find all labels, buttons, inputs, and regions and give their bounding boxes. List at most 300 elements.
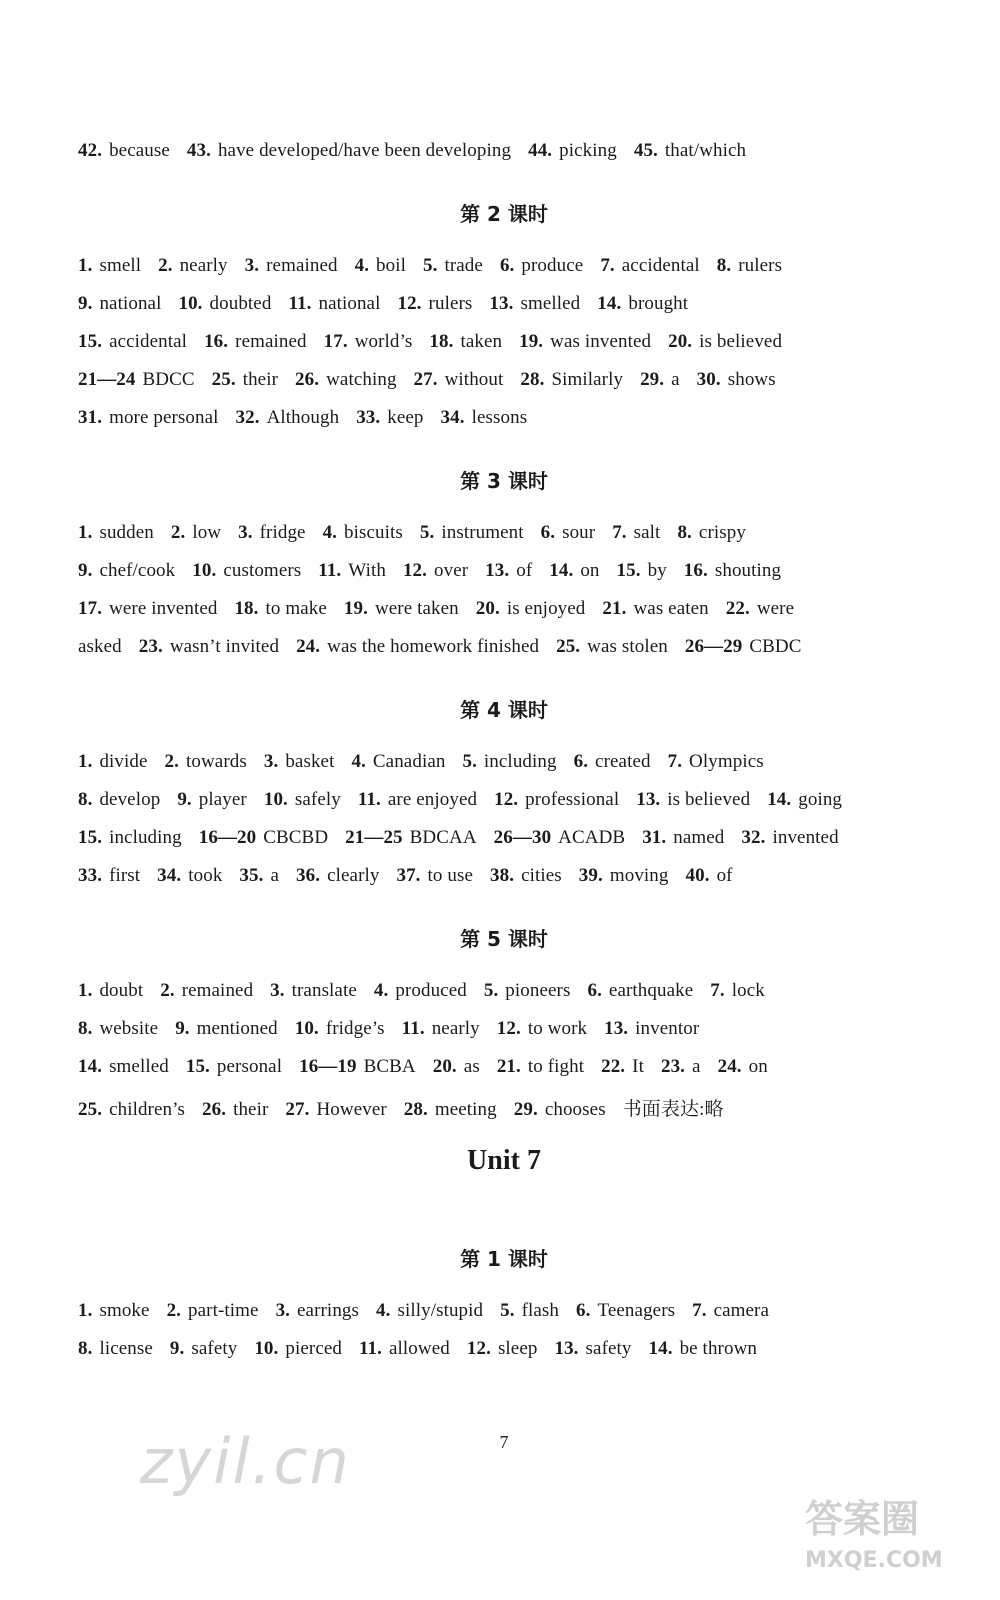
answer-text: their [233,1099,269,1120]
question-number: 4. [322,522,338,543]
mxqe-url-watermark: MXQE.COM [805,1548,943,1573]
answer-item [276,1300,359,1321]
answer-text: over [434,560,469,581]
answer-text: earrings [297,1300,360,1321]
question-number: 10. [178,293,203,314]
answer-text: meeting [434,1099,497,1120]
answer-text: It [632,1056,644,1077]
answer-text: was eaten [633,598,709,619]
answer-text: doubt [99,980,144,1001]
answer-item [254,1338,342,1359]
answer-item [574,751,651,772]
lesson-heading: 第 2 课时 [460,202,548,226]
answer-text: CBCBD [263,827,329,848]
answer-text: wasn’t invited [169,636,280,657]
answer-text: customers [223,560,302,581]
answer-text: low [192,522,222,543]
answer-item [476,598,586,619]
question-number: 33. [78,865,103,886]
answer-line [78,369,776,391]
answer-item [528,140,617,161]
question-number: 13. [636,789,661,810]
answer-text: keep [387,407,424,428]
answer-item [78,1018,158,1039]
answer-text: by [647,560,667,581]
answer-text: were invented [109,598,218,619]
answer-item [420,522,524,543]
answer-text: BDCAA [409,827,477,848]
answer-item [402,1018,480,1039]
answer-text: invented [772,827,839,848]
answer-item [710,980,765,1001]
answer-text: part-time [188,1300,259,1321]
answer-item [612,522,660,543]
question-number: 9. [169,1338,185,1359]
answer-item [500,1300,559,1321]
question-number: 39. [578,865,603,886]
answer-item [175,1018,278,1039]
question-number: 2. [160,980,175,1001]
answer-item [178,293,271,314]
answer-line [78,1300,769,1322]
answer-item [199,827,328,848]
answer-text: remained [181,980,254,1001]
answer-item [376,1300,483,1321]
answer-item [403,560,468,581]
answer-item [668,751,764,772]
question-number: 10. [192,560,217,581]
question-number: 10. [294,1018,319,1039]
answer-item [597,293,688,314]
answer-item [318,560,386,581]
answer-text: without [444,369,504,390]
answer-item [295,369,397,390]
question-number: 29. [513,1099,538,1120]
question-number: 11. [357,789,381,810]
answer-text: were taken [374,598,459,619]
answer-item [170,1338,237,1359]
question-number: 45. [633,140,658,161]
answer-text: With [348,560,386,581]
answer-item [433,1056,480,1077]
answer-text: Similarly [551,369,624,390]
zyil-watermark: zyil.cn [140,1425,351,1498]
answer-item [500,255,583,276]
answer-item [497,1018,587,1039]
answer-item [494,789,619,810]
answer-text: took [188,865,223,886]
answer-item [484,980,571,1001]
answer-line [78,140,746,162]
answer-text: cities [521,865,562,886]
answer-item [441,407,528,428]
answer-item [78,1338,153,1359]
question-number: 8. [78,1018,93,1039]
question-number: 2. [166,1300,182,1321]
question-number: 14. [648,1338,673,1359]
answer-item [601,1056,644,1077]
question-number: 8. [716,255,732,276]
question-number: 3. [263,751,279,772]
answer-item [726,598,794,619]
question-number: 20. [668,331,693,352]
answer-text: towards [186,751,247,772]
answer-text: national [99,293,162,314]
answer-text: clearly [327,865,380,886]
answer-item [78,789,160,810]
answer-text: national [318,293,381,314]
question-number: 15. [616,560,641,581]
answer-item [494,827,626,848]
question-number: 3. [275,1300,291,1321]
answer-text: of [716,865,733,886]
question-number: 6. [573,751,589,772]
answer-item [685,636,802,657]
answer-text: player [198,789,247,810]
answer-item [296,865,379,886]
answer-item [78,636,122,657]
answer-text: fridge [259,522,306,543]
answer-item [186,1056,282,1077]
answer-text: safety [585,1338,632,1359]
question-number: 38. [490,865,515,886]
answer-text: chef/cook [99,560,176,581]
question-number: 14. [767,789,792,810]
answer-text: because [109,140,170,161]
question-number: 1. [78,1300,93,1321]
answer-text: going [798,789,843,810]
question-number: 10. [263,789,288,810]
answer-text: inventor [635,1018,700,1039]
question-number: 6. [499,255,515,276]
answer-item [640,369,680,390]
answer-item [636,789,750,810]
answer-text: BCBA [363,1056,416,1077]
answer-item [767,789,842,810]
unit-title: Unit 7 [467,1145,541,1176]
question-number: 10. [254,1338,279,1359]
question-number: 26—30 [493,827,552,848]
answer-text: Teenagers [597,1300,676,1321]
answer-text: to work [527,1018,588,1039]
question-number: 13. [489,293,514,314]
question-number: 15. [78,331,103,352]
lesson-heading: 第 4 课时 [460,698,548,722]
answer-item [649,1338,757,1359]
question-number: 43. [186,140,211,161]
question-number: 6. [576,1300,591,1321]
answer-item [202,1099,268,1120]
lesson-heading: 第 3 课时 [460,469,548,493]
answer-item [617,560,667,581]
answer-text: first [109,865,141,886]
answer-text: to use [427,865,474,886]
question-number: 5. [483,980,499,1001]
question-number: 37. [396,865,421,886]
answer-text: including [109,827,182,848]
question-number: 40. [685,865,710,886]
question-number: 6. [587,980,602,1001]
question-number: 16—19 [299,1056,357,1077]
question-number: 4. [351,751,366,772]
answer-text: Olympics [689,751,764,772]
question-number: 5. [462,751,477,772]
question-number: 29. [640,369,665,390]
question-number: 12. [397,293,422,314]
answer-text: asked [78,636,122,657]
answer-item [718,1056,768,1077]
answer-item [697,369,776,390]
answer-item [345,827,477,848]
answer-text: shows [727,369,776,390]
answer-item [497,1056,584,1077]
question-number: 8. [78,1338,93,1359]
question-number: 4. [354,255,370,276]
answer-text: ACADB [558,827,626,848]
answer-text: remained [266,255,338,276]
answer-item [324,331,413,352]
question-number: 32. [741,827,766,848]
answer-line [78,1338,757,1360]
question-number: 24. [296,636,321,657]
question-number: 1. [78,751,93,772]
answer-text: personal [216,1056,283,1077]
answer-item [187,140,511,161]
answer-item [489,293,580,314]
question-number: 17. [323,331,348,352]
answer-item [78,598,217,619]
answer-line [78,827,839,849]
question-number: 18. [429,331,454,352]
answer-item [78,980,143,1001]
answer-text: nearly [179,255,228,276]
question-number: 19. [343,598,368,619]
question-number: 27. [413,369,438,390]
answer-text: instrument [441,522,524,543]
answer-item [288,293,380,314]
question-number: 11. [359,1338,383,1359]
question-number: 4. [376,1300,391,1321]
answer-text: created [595,751,651,772]
answer-item [541,522,596,543]
answer-text: rulers [428,293,473,314]
question-number: 7. [667,751,683,772]
answer-text: smelled [109,1056,169,1077]
question-number: 1. [78,522,93,543]
answer-text: boil [376,255,407,276]
question-number: 44. [528,140,553,161]
answer-text: were [756,598,795,619]
answer-text: to fight [527,1056,585,1077]
answer-item [78,331,187,352]
answer-text: on [748,1056,768,1077]
answer-item [602,598,708,619]
answer-item [78,827,182,848]
answer-text: children’s [109,1099,185,1120]
answer-text: was stolen [587,636,668,657]
answer-item [355,255,406,276]
question-number: 3. [244,255,260,276]
question-number: 27. [285,1099,310,1120]
answer-text: as [463,1056,480,1077]
answer-text: chooses [544,1099,606,1120]
answer-text: flash [521,1300,560,1321]
answer-line [78,1018,699,1040]
question-number: 9. [175,1018,190,1039]
question-number: 16. [204,331,229,352]
answer-item [519,331,651,352]
answer-text: rulers [738,255,783,276]
answer-text: biscuits [344,522,403,543]
answer-text: to make [265,598,327,619]
answer-item [78,1099,185,1120]
answer-item [245,255,338,276]
answer-text: a [270,865,280,886]
answer-item [404,1099,497,1120]
question-number: 1. [78,255,93,276]
question-number: 28. [403,1099,428,1120]
answer-text: including [483,751,557,772]
answer-item [490,865,562,886]
question-number: 12. [402,560,427,581]
answer-item [358,789,477,810]
question-number: 24. [717,1056,742,1077]
answer-text: shouting [714,560,782,581]
answer-item [344,598,459,619]
answer-text: smoke [99,1300,150,1321]
page-number: 7 [499,1432,509,1452]
question-number: 15. [78,827,103,848]
answer-text: world’s [354,331,413,352]
question-number: 23. [138,636,163,657]
answer-item [351,751,445,772]
question-number: 5. [500,1300,515,1321]
question-number: 21. [602,598,627,619]
question-number: 11. [318,560,342,581]
answer-item [741,827,838,848]
question-number: 5. [423,255,438,276]
answer-item [236,407,340,428]
question-number: 32. [235,407,260,428]
question-number: 15. [185,1056,210,1077]
answer-item [78,293,161,314]
answer-item [359,1338,450,1359]
question-number: 13. [485,560,510,581]
answer-item [661,1056,701,1077]
answer-text: Canadian [372,751,446,772]
question-number: 7. [600,255,615,276]
answer-item [556,636,668,657]
question-number: 31. [642,827,667,848]
question-number: 8. [677,522,692,543]
answer-text: doubted [209,293,272,314]
answer-text: crispy [698,522,746,543]
answer-text: professional [525,789,620,810]
answer-text: However [316,1099,387,1120]
answer-item [485,560,532,581]
answer-item [78,865,140,886]
lesson-heading: 第 5 课时 [460,927,548,951]
answer-item [717,255,782,276]
answer-text: smelled [520,293,581,314]
answer-text: was the homework finished [327,636,540,657]
answer-item [677,522,746,543]
answer-item [668,331,782,352]
question-number: 16—20 [198,827,257,848]
answer-item [204,331,307,352]
answer-item [396,865,473,886]
answer-text: fridge’s [325,1018,385,1039]
answer-item [78,407,219,428]
answer-text: more personal [109,407,219,428]
answer-item [78,560,175,581]
question-number: 9. [78,560,93,581]
question-number: 2. [164,751,179,772]
question-number: 36. [296,865,321,886]
answer-text: 书面表达:略 [622,1099,724,1120]
answer-text: accidental [109,331,188,352]
answer-item [177,789,247,810]
answer-item [270,980,357,1001]
answer-text: website [99,1018,159,1039]
answer-text: trade [444,255,483,276]
question-number: 21. [496,1056,521,1077]
question-number: 25. [211,369,236,390]
question-number: 16. [683,560,708,581]
answer-line [78,636,802,658]
answer-item [165,751,247,772]
answer-line [78,255,782,277]
answer-text: nearly [431,1018,480,1039]
answer-text: a [692,1056,701,1077]
answer-text: brought [628,293,689,314]
answer-item [78,255,141,276]
answer-line [78,293,688,315]
answer-text: salt [633,522,661,543]
question-number: 3. [238,522,253,543]
answer-text: are enjoyed [387,789,478,810]
answer-text: basket [285,751,335,772]
answer-text: mentioned [196,1018,278,1039]
question-number: 26—29 [684,636,743,657]
answer-item [139,636,279,657]
answer-text: is believed [699,331,783,352]
question-number: 6. [540,522,556,543]
answer-text: named [673,827,725,848]
answer-text: have developed/have been developing [217,140,512,161]
answer-item [239,865,279,886]
answer-line [78,1094,724,1121]
question-number: 20. [432,1056,457,1077]
answer-line [78,865,733,887]
question-number: 9. [177,789,192,810]
answer-text: lessons [471,407,528,428]
question-number: 23. [660,1056,686,1077]
question-number: 14. [597,293,622,314]
question-number: 12. [466,1338,491,1359]
answer-item [549,560,599,581]
answer-text: silly/stupid [397,1300,484,1321]
answer-item [554,1338,631,1359]
answer-line [78,789,842,811]
answer-text: sudden [99,522,154,543]
answer-line [78,1056,768,1078]
answer-item [374,980,467,1001]
answer-text: watching [326,369,397,390]
answer-text: of [516,560,533,581]
answer-item [192,560,301,581]
answer-line [78,751,764,773]
